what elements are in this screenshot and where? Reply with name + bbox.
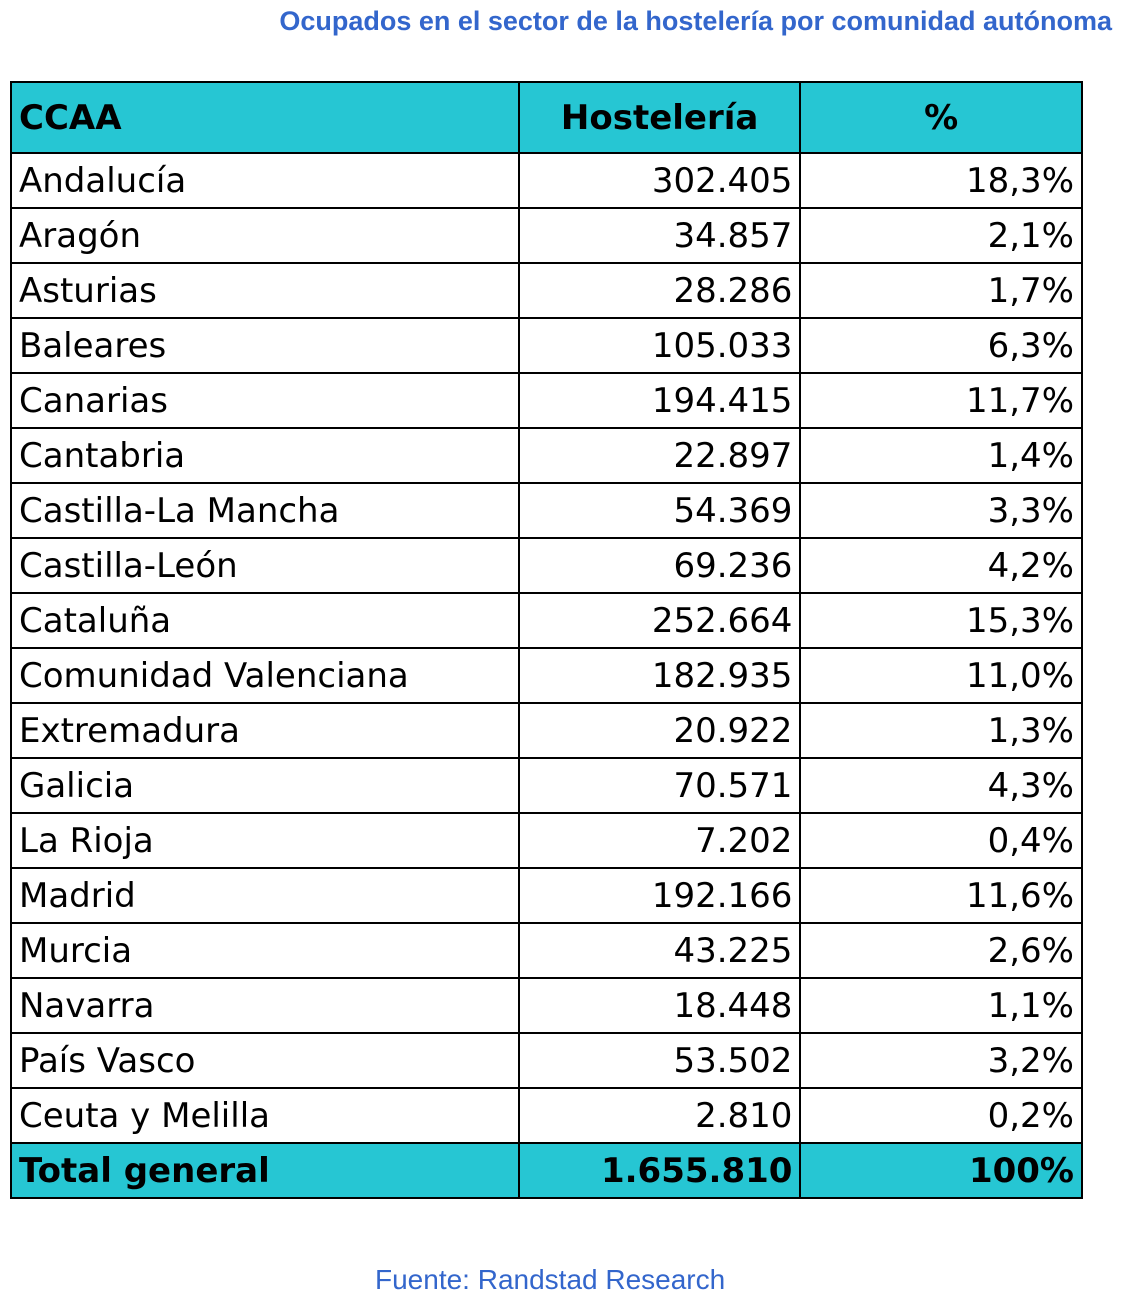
- cell-percent: 0,2%: [800, 1088, 1082, 1143]
- cell-percent: 3,2%: [800, 1033, 1082, 1088]
- cell-ccaa: Ceuta y Melilla: [11, 1088, 519, 1143]
- table-row: [11, 1033, 1082, 1088]
- cell-ccaa: Extremadura: [11, 703, 519, 758]
- table-row: [11, 1088, 1082, 1143]
- cell-percent: 15,3%: [800, 593, 1082, 648]
- table-row: [11, 923, 1082, 978]
- column-header-ccaa: CCAA: [11, 82, 519, 153]
- cell-percent: 11,7%: [800, 373, 1082, 428]
- cell-ccaa: Andalucía: [11, 153, 519, 208]
- cell-ccaa: Navarra: [11, 978, 519, 1033]
- cell-hosteleria: 70.571: [519, 758, 801, 813]
- cell-ccaa: Madrid: [11, 868, 519, 923]
- cell-percent: 2,1%: [800, 208, 1082, 263]
- cell-hosteleria: 54.369: [519, 483, 801, 538]
- cell-hosteleria: 34.857: [519, 208, 801, 263]
- cell-ccaa: País Vasco: [11, 1033, 519, 1088]
- cell-percent: 1,1%: [800, 978, 1082, 1033]
- cell-hosteleria: 252.664: [519, 593, 801, 648]
- cell-hosteleria: 192.166: [519, 868, 801, 923]
- cell-hosteleria: 28.286: [519, 263, 801, 318]
- cell-ccaa: Cataluña: [11, 593, 519, 648]
- total-percent: 100%: [800, 1143, 1082, 1198]
- cell-percent: 0,4%: [800, 813, 1082, 868]
- table-row: [11, 263, 1082, 318]
- cell-hosteleria: 7.202: [519, 813, 801, 868]
- table-row: [11, 483, 1082, 538]
- table-row: [11, 758, 1082, 813]
- cell-hosteleria: 20.922: [519, 703, 801, 758]
- table-row: [11, 538, 1082, 593]
- cell-hosteleria: 69.236: [519, 538, 801, 593]
- source-note: Fuente: Randstad Research: [375, 1264, 726, 1295]
- data-table: [10, 81, 1083, 1199]
- cell-ccaa: Comunidad Valenciana: [11, 648, 519, 703]
- cell-percent: 4,2%: [800, 538, 1082, 593]
- total-hosteleria: 1.655.810: [519, 1143, 801, 1198]
- cell-percent: 3,3%: [800, 483, 1082, 538]
- cell-hosteleria: 53.502: [519, 1033, 801, 1088]
- cell-ccaa: Baleares: [11, 318, 519, 373]
- cell-hosteleria: 302.405: [519, 153, 801, 208]
- cell-ccaa: Castilla-La Mancha: [11, 483, 519, 538]
- table-row: [11, 208, 1082, 263]
- total-row: [11, 1143, 1082, 1198]
- cell-ccaa: Galicia: [11, 758, 519, 813]
- table-row: [11, 373, 1082, 428]
- cell-hosteleria: 194.415: [519, 373, 801, 428]
- cell-percent: 18,3%: [800, 153, 1082, 208]
- cell-ccaa: Canarias: [11, 373, 519, 428]
- table-row: [11, 813, 1082, 868]
- table-row: [11, 428, 1082, 483]
- cell-percent: 11,0%: [800, 648, 1082, 703]
- cell-hosteleria: 182.935: [519, 648, 801, 703]
- table-row: [11, 978, 1082, 1033]
- cell-hosteleria: 22.897: [519, 428, 801, 483]
- column-header-hosteleria: Hostelería: [519, 82, 801, 153]
- cell-percent: 2,6%: [800, 923, 1082, 978]
- cell-percent: 1,4%: [800, 428, 1082, 483]
- cell-percent: 1,3%: [800, 703, 1082, 758]
- cell-hosteleria: 18.448: [519, 978, 801, 1033]
- cell-ccaa: La Rioja: [11, 813, 519, 868]
- cell-percent: 1,7%: [800, 263, 1082, 318]
- table-row: [11, 153, 1082, 208]
- cell-ccaa: Aragón: [11, 208, 519, 263]
- table-header-row: [11, 82, 1082, 153]
- cell-ccaa: Asturias: [11, 263, 519, 318]
- table-row: [11, 593, 1082, 648]
- cell-hosteleria: 43.225: [519, 923, 801, 978]
- cell-ccaa: Murcia: [11, 923, 519, 978]
- table-row: [11, 318, 1082, 373]
- cell-percent: 11,6%: [800, 868, 1082, 923]
- column-header-percent: %: [800, 82, 1082, 153]
- table-row: [11, 703, 1082, 758]
- table-row: [11, 648, 1082, 703]
- total-label: Total general: [11, 1143, 519, 1198]
- table-body: [11, 153, 1082, 1143]
- table-row: [11, 868, 1082, 923]
- cell-hosteleria: 105.033: [519, 318, 801, 373]
- cell-ccaa: Cantabria: [11, 428, 519, 483]
- page-title: Ocupados en el sector de la hostelería por comunidad autónoma: [279, 6, 1112, 36]
- cell-percent: 4,3%: [800, 758, 1082, 813]
- cell-ccaa: Castilla-León: [11, 538, 519, 593]
- cell-percent: 6,3%: [800, 318, 1082, 373]
- cell-hosteleria: 2.810: [519, 1088, 801, 1143]
